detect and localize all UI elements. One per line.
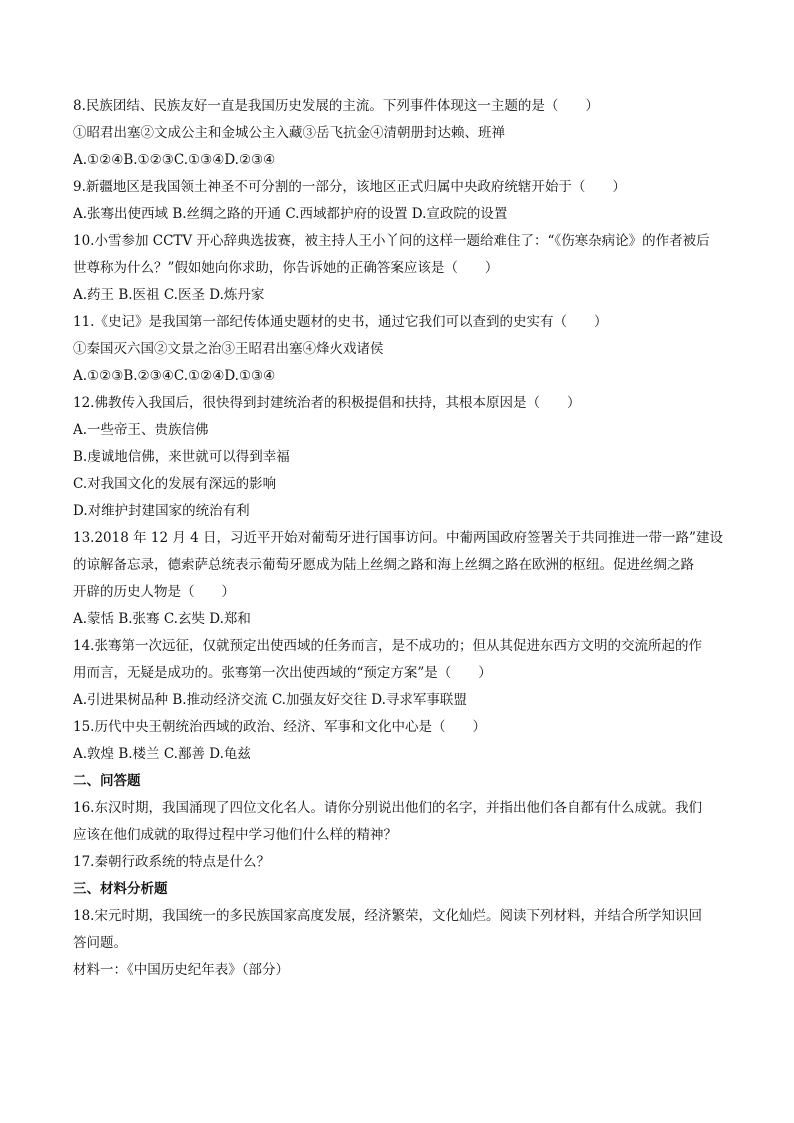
section-heading-material: 三、材料分析题 — [73, 881, 168, 897]
answer-options: A.①②④B.①②③C.①③④D.②③④ — [73, 152, 276, 168]
question-10 — [73, 228, 723, 309]
question-stem: 14.张骞第一次远征，仅就预定出使西域的任务而言，是不成功的；但从其促进东西方文明的交流所起的作 — [73, 638, 702, 654]
question-stem: 15.历代中央王朝统治西域的政治、经济、军事和文化中心是（ ） — [73, 719, 486, 735]
answer-option-a: A.一些帝王、贵族信佛 — [73, 422, 209, 438]
answer-options: A.药王 B.医祖 C.医圣 D.炼丹家 — [73, 287, 265, 303]
question-items: ①秦国灭六国②文景之治③王昭君出塞④烽火戏诸侯 — [73, 341, 384, 357]
question-stem: 17.秦朝行政系统的特点是什么？ — [73, 854, 270, 870]
question-stem: 8.民族团结、民族友好一直是我国历史发展的主流。下列事件体现这一主题的是（ ） — [73, 98, 599, 114]
answer-option-d: D.对维护封建国家的统治有利 — [73, 503, 250, 519]
question-stem: 16.东汉时期，我国涌现了四位文化名人。请你分别说出他们的名字，并指出他们各自都有什么成就。我们 — [73, 800, 702, 816]
answer-option-c: C.对我国文化的发展有深远的影响 — [73, 476, 277, 492]
question-stem: 9.新疆地区是我国领土神圣不可分割的一部分，该地区正式归属中央政府统辖开始于（ ） — [73, 179, 626, 195]
question-stem: 的谅解备忘录，德索萨总统表示葡萄牙愿成为陆上丝绸之路和海上丝绸之路在欧洲的枢纽。促进丝绸之路 — [73, 557, 694, 573]
material-label: 材料一：《中国历史纪年表》（部分） — [73, 962, 289, 978]
question-18 — [73, 903, 723, 984]
question-stem: 应该在他们成就的取得过程中学习他们什么样的精神？ — [73, 827, 397, 843]
question-stem: 12.佛教传入我国后，很快得到封建统治者的积极提倡和扶持，其根本原因是（ ） — [73, 395, 581, 411]
question-stem: 10.小雪参加 CCTV 开心辞典选拔赛，被主持人王小丫问的这样一题给难住了：“《伤寒杂病论》的作者被后 — [73, 233, 710, 249]
answer-options: A.引进果树品种 B.推动经济交流 C.加强友好交往 D.寻求军事联盟 — [73, 692, 467, 708]
question-stem: 11.《史记》是我国第一部纪传体通史题材的史书，通过它我们可以查到的史实有（ ） — [73, 314, 608, 330]
answer-option-b: B.虔诚地信佛，来世就可以得到幸福 — [73, 449, 290, 465]
question-12 — [73, 390, 723, 525]
answer-options: A.①②③B.②③④C.①②④D.①③④ — [73, 368, 276, 384]
question-17 — [73, 849, 723, 876]
question-13 — [73, 525, 723, 633]
question-items: ①昭君出塞②文成公主和金城公主入藏③岳飞抗金④清朝册封达赖、班禅 — [73, 125, 505, 141]
question-15 — [73, 714, 723, 768]
question-8 — [73, 93, 723, 174]
answer-options: A.张骞出使西域 B.丝绸之路的开通 C.西域都护府的设置 D.宣政院的设置 — [73, 206, 508, 222]
question-11 — [73, 309, 723, 390]
question-stem: 开辟的历史人物是（ ） — [73, 584, 235, 600]
question-9 — [73, 174, 723, 228]
section-heading-qa: 二、问答题 — [73, 773, 141, 789]
question-stem: 13.2018 年 12 月 4 日，习近平开始对葡萄牙进行国事访问。中葡两国政府签署关于共同推进一带一路”建设 — [73, 530, 723, 546]
answer-options: A.蒙恬 B.张骞 C.玄奘 D.郑和 — [73, 611, 251, 627]
question-stem: 用而言，无疑是成功的。张骞第一次出使西域的“预定方案”是（ ） — [73, 665, 492, 681]
exam-page — [73, 93, 723, 984]
question-16 — [73, 795, 723, 849]
question-14 — [73, 633, 723, 714]
answer-options: A.敦煌 B.楼兰 C.鄯善 D.龟兹 — [73, 746, 251, 762]
question-stem: 世尊称为什么？”假如她向你求助，你告诉她的正确答案应该是（ ） — [73, 260, 499, 276]
question-stem: 答问题。 — [73, 935, 127, 951]
question-stem: 18.宋元时期，我国统一的多民族国家高度发展，经济繁荣，文化灿烂。阅读下列材料，并结合所学知识回 — [73, 908, 702, 924]
